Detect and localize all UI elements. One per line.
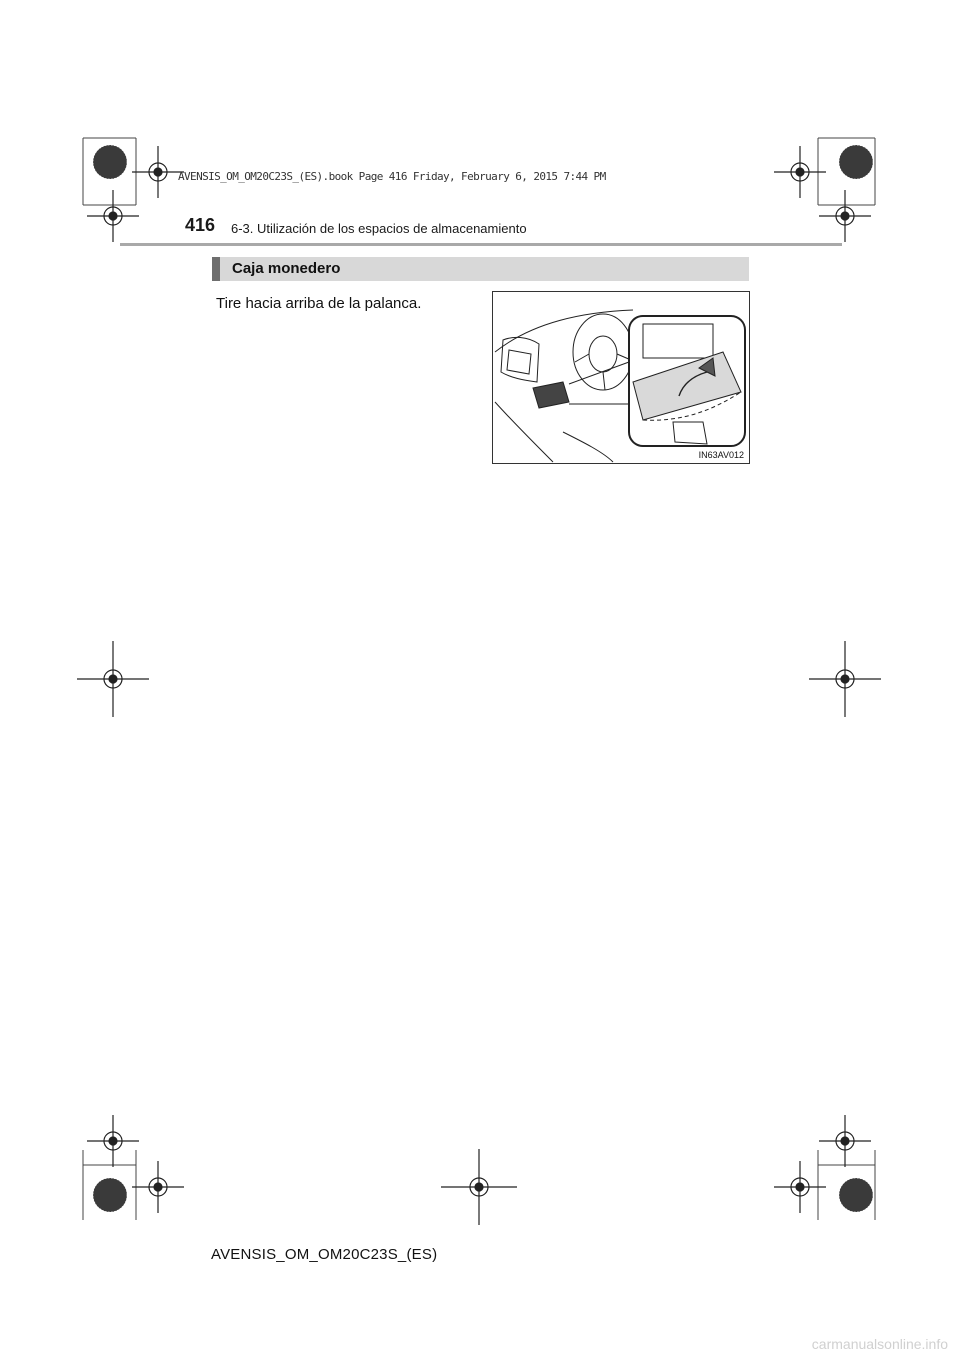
section-accent: [212, 257, 220, 281]
section-title: Caja monedero: [232, 260, 341, 277]
footer-model-code: AVENSIS_OM_OM20C23S_(ES): [211, 1246, 438, 1263]
header-rule: [120, 243, 842, 246]
page-number: 416: [185, 215, 216, 235]
dashboard-coin-box-illustration-icon: [493, 292, 749, 463]
figure-code: IN63AV012: [698, 450, 744, 460]
book-info-line: AVENSIS_OM_OM20C23S_(ES).book Page 416 Friday, February 6, 2015 7:44 PM: [178, 170, 606, 183]
coin-box-figure: [492, 291, 750, 464]
chapter-title: 6-3. Utilización de los espacios de almacenamiento: [231, 221, 527, 236]
instruction-text: Tire hacia arriba de la palanca.: [216, 295, 422, 312]
watermark: carmanualsonline.info: [811, 1336, 948, 1352]
section-heading-bar: [212, 257, 749, 281]
